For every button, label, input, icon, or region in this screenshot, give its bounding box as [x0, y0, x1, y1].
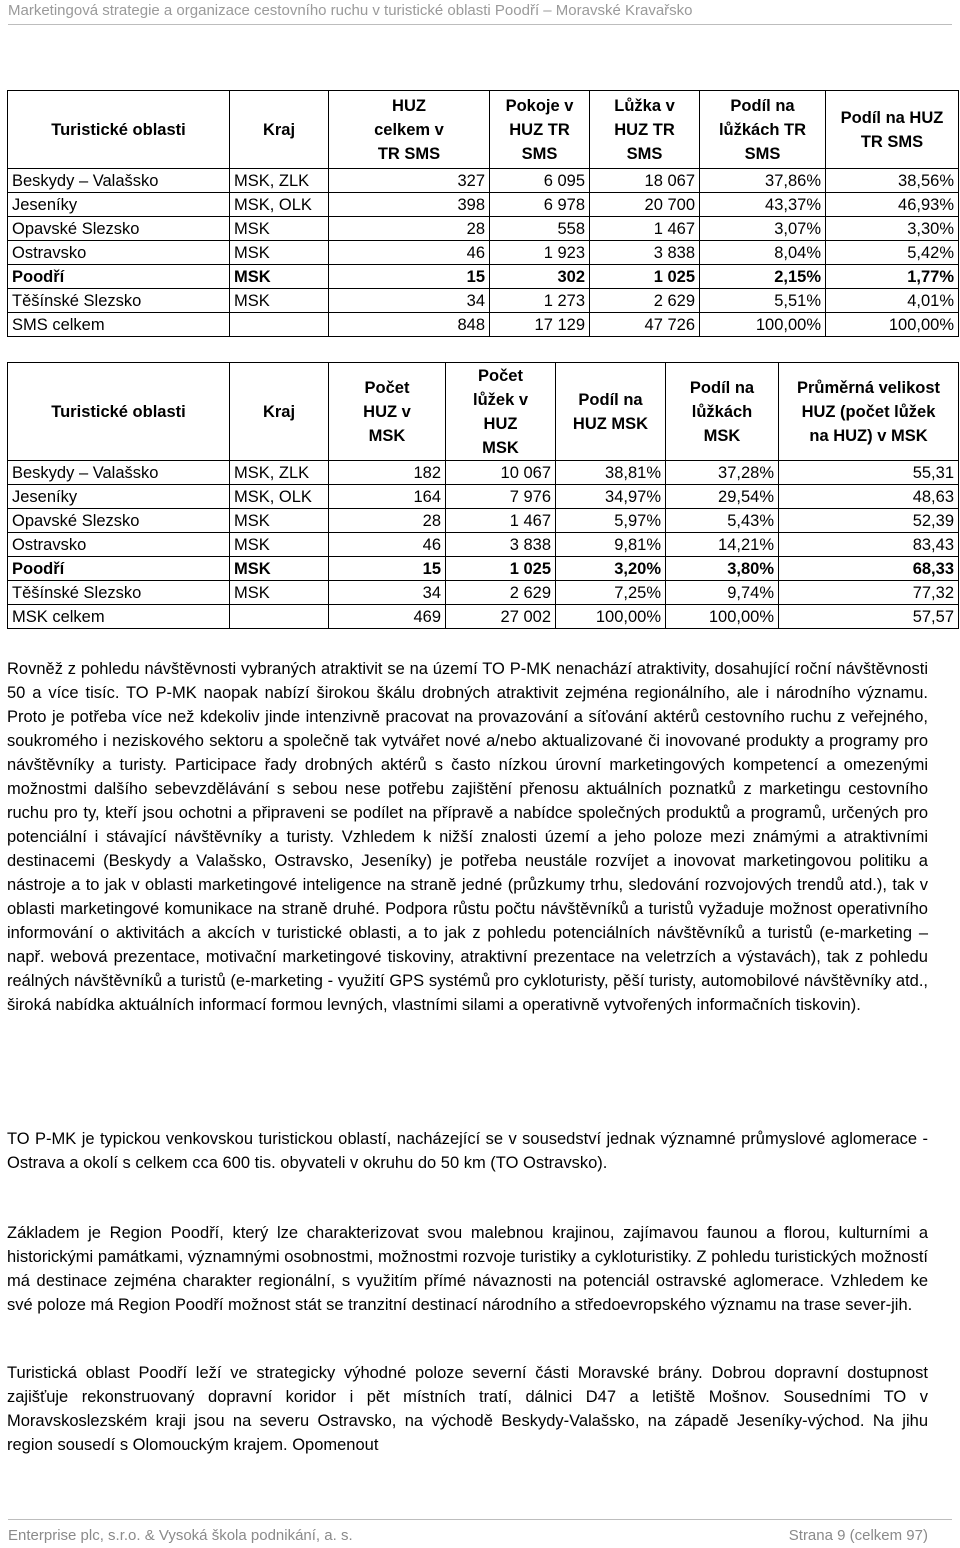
cell-value: 37,28%	[666, 461, 779, 485]
table-total-row	[8, 313, 959, 337]
cell-value: 9,74%	[666, 581, 779, 605]
cell-value: 1 025	[446, 557, 556, 581]
paragraph-text: Turistická oblast Poodří leží ve strategicky výhodné poloze severní části Moravské brány. Dobrou dopravní dostupnost zajišťuje rekonstruovaný dopravní koridor i pět místních tratí, dálnici D47 a letiště Mošnov. Sousedními TO v Moravskoslezském kraji jsou na severu Ostravsko, na východě Beskydy-Valašsko, na západě Jeseníky-východ. Na jihu region sousedí s Olomouckým krajem. Opomenout	[7, 1364, 928, 1454]
cell-value: 5,43%	[666, 509, 779, 533]
cell-value: 15	[329, 265, 490, 289]
column-header: Průměrná velikost HUZ (počet lůžek na HUZ) v MSK	[779, 363, 959, 461]
cell-value: 6 095	[490, 169, 590, 193]
cell-value: 164	[329, 485, 446, 509]
cell-value: 100,00%	[826, 313, 959, 337]
table-header-row	[8, 91, 959, 169]
cell-area: Ostravsko	[8, 533, 230, 557]
cell-value: 469	[329, 605, 446, 629]
paragraph-text: Rovněž z pohledu návštěvnosti vybraných atraktivit se na území TO P-MK nenachází atraktivity, dosahující roční návštěvnosti 50 a více tisíc. TO P-MK naopak nabízí širokou škálu drobných atraktivit zejména regionálního, ale i národního významu. Proto je potřeba více než kdekoliv jinde intenzivně pracovat na provazování a síťování aktérů cestovního ruchu z veřejného, soukromého i neziskového sektoru a společně tak vytvářet nové a/nebo aktualizované či inovované produkty a programy pro návštěvníky a turisty. Participace řady drobných aktérů s často nízkou úrovní marketingových kompetencí a omezenými možnostmi dalšího sebevzdělávání s sebou nese potřebu zajištění přenosu aktuálních poznatků z marketingu cestovního ruchu pro ty, kteří jsou ochotni a připraveni se podílet na přípravě a nabídce společných produktů a programů, určených pro potenciální i stávající návštěvníky a turisty. Vzhledem k nižší znalosti území a jeho poloze mezi známými a atraktivními destinacemi (Beskydy a Valašsko, Ostravsko, Jeseníky) je potřeba neustále rozvíjet a inovovat marketingovou politiku a nástroje a to jak v oblasti marketingové inteligence na straně jedné (průzkumy trhu, sledování rozvojových trendů atd.), tak v oblasti marketingové komunikace na straně druhé. Podpora růstu počtu návštěvníků a turistů vyžaduje možnost operativního informování o aktivitách a akcích v turistické oblasti, a to jak z pohledu potenciálních návštěvníků a turistů (e-marketing – např. webová prezentace, motivační marketingové tiskoviny, atraktivní prezentace na veletrzích a výstavách), tak z pohledu reálných návštěvníků a turistů (e-marketing - využití GPS systémů pro cykloturisty, pěší turisty, automobilové návštěvníky atd., široká nabídka aktuálních informací formou levných, vlastními silami a operativně vytvořených informačních tiskovin).	[7, 660, 928, 1014]
cell-area: Jeseníky	[8, 485, 230, 509]
table-row	[8, 289, 959, 313]
column-header: Turistické oblasti	[8, 91, 230, 169]
cell-value: 100,00%	[556, 605, 666, 629]
cell-value: 1 467	[590, 217, 700, 241]
cell-area: Ostravsko	[8, 241, 230, 265]
cell-value: 18 067	[590, 169, 700, 193]
cell-value: 55,31	[779, 461, 959, 485]
cell-value: 1,77%	[826, 265, 959, 289]
table-row-highlight	[8, 557, 959, 581]
cell-area: Beskydy – Valašsko	[8, 169, 230, 193]
column-header: Kraj	[230, 91, 329, 169]
cell-region	[230, 605, 329, 629]
cell-region: MSK	[230, 217, 329, 241]
cell-value: 3 838	[590, 241, 700, 265]
cell-value: 3,20%	[556, 557, 666, 581]
cell-area: SMS celkem	[8, 313, 230, 337]
cell-value: 34	[329, 581, 446, 605]
cell-value: 100,00%	[700, 313, 826, 337]
cell-value: 8,04%	[700, 241, 826, 265]
cell-value: 15	[329, 557, 446, 581]
cell-value: 29,54%	[666, 485, 779, 509]
column-header: Počet HUZ v MSK	[329, 363, 446, 461]
table-row	[8, 193, 959, 217]
cell-area: Poodří	[8, 557, 230, 581]
paragraph	[7, 657, 928, 1017]
cell-value: 6 978	[490, 193, 590, 217]
cell-value: 1 923	[490, 241, 590, 265]
cell-area: Jeseníky	[8, 193, 230, 217]
cell-region: MSK, ZLK	[230, 169, 329, 193]
cell-value: 3,30%	[826, 217, 959, 241]
cell-value: 27 002	[446, 605, 556, 629]
header-rule	[8, 24, 952, 25]
cell-value: 4,01%	[826, 289, 959, 313]
column-header: Podíl na HUZ MSK	[556, 363, 666, 461]
table-row	[8, 581, 959, 605]
cell-value: 3,07%	[700, 217, 826, 241]
cell-value: 77,32	[779, 581, 959, 605]
cell-region: MSK	[230, 533, 329, 557]
cell-value: 46	[329, 241, 490, 265]
cell-value: 100,00%	[666, 605, 779, 629]
cell-region: MSK	[230, 509, 329, 533]
table-row	[8, 533, 959, 557]
cell-value: 3 838	[446, 533, 556, 557]
cell-region: MSK, ZLK	[230, 461, 329, 485]
column-header: Turistické oblasti	[8, 363, 230, 461]
cell-value: 14,21%	[666, 533, 779, 557]
cell-value: 848	[329, 313, 490, 337]
table-row	[8, 169, 959, 193]
paragraph	[7, 1127, 928, 1175]
paragraph-text: TO P-MK je typickou venkovskou turistickou oblastí, nacházející se v sousedství jednak významné průmyslové aglomerace - Ostrava a okolí s celkem cca 600 tis. obyvateli v okruhu do 50 km (TO Ostravsko).	[7, 1130, 928, 1172]
column-header: Lůžka v HUZ TR SMS	[590, 91, 700, 169]
table-row	[8, 217, 959, 241]
cell-value: 83,43	[779, 533, 959, 557]
cell-value: 5,51%	[700, 289, 826, 313]
cell-value: 7 976	[446, 485, 556, 509]
cell-value: 68,33	[779, 557, 959, 581]
cell-value: 10 067	[446, 461, 556, 485]
cell-value: 34	[329, 289, 490, 313]
column-header: Pokoje v HUZ TR SMS	[490, 91, 590, 169]
table-total-row	[8, 605, 959, 629]
cell-value: 9,81%	[556, 533, 666, 557]
cell-value: 46	[329, 533, 446, 557]
cell-area: Poodří	[8, 265, 230, 289]
table-row	[8, 485, 959, 509]
cell-region: MSK	[230, 289, 329, 313]
cell-value: 2 629	[446, 581, 556, 605]
cell-region: MSK	[230, 241, 329, 265]
cell-value: 43,37%	[700, 193, 826, 217]
cell-value: 38,56%	[826, 169, 959, 193]
cell-area: Opavské Slezsko	[8, 217, 230, 241]
cell-region: MSK	[230, 581, 329, 605]
column-header: HUZ celkem v TR SMS	[329, 91, 490, 169]
column-header: Počet lůžek v HUZ MSK	[446, 363, 556, 461]
cell-region: MSK	[230, 265, 329, 289]
cell-region	[230, 313, 329, 337]
cell-region: MSK, OLK	[230, 193, 329, 217]
cell-value: 5,42%	[826, 241, 959, 265]
cell-value: 34,97%	[556, 485, 666, 509]
paragraph	[7, 1361, 928, 1457]
paragraph	[7, 1221, 928, 1317]
footer-page-number: Strana 9 (celkem 97)	[788, 1527, 928, 1544]
column-header: Podíl na lůžkách TR SMS	[700, 91, 826, 169]
table-row	[8, 509, 959, 533]
accommodation-table-msk	[7, 362, 959, 629]
cell-value: 37,86%	[700, 169, 826, 193]
accommodation-table-sms	[7, 90, 959, 337]
cell-value: 46,93%	[826, 193, 959, 217]
cell-value: 558	[490, 217, 590, 241]
cell-region: MSK	[230, 557, 329, 581]
cell-value: 327	[329, 169, 490, 193]
column-header: Kraj	[230, 363, 329, 461]
cell-area: Opavské Slezsko	[8, 509, 230, 533]
cell-value: 2 629	[590, 289, 700, 313]
cell-value: 398	[329, 193, 490, 217]
cell-value: 1 025	[590, 265, 700, 289]
cell-area: MSK celkem	[8, 605, 230, 629]
table-row	[8, 241, 959, 265]
paragraph-text: Základem je Region Poodří, který lze charakterizovat svou malebnou krajinou, zajímavou faunou a florou, kulturními a historickými památkami, významnými osobnostmi, možnostmi rozvoje turistiky a cykloturistiky. Z pohledu turistických možností má destinace zejména charakter regionální, s využitím přímé návaznosti na potenciál ostravské aglomerace. Vzhledem ke své poloze má Region Poodří možnost stát se tranzitní destinací národního a středoevropského významu na trase sever-jih.	[7, 1224, 928, 1314]
cell-area: Těšínské Slezsko	[8, 581, 230, 605]
cell-value: 28	[329, 217, 490, 241]
cell-value: 5,97%	[556, 509, 666, 533]
cell-value: 302	[490, 265, 590, 289]
cell-value: 20 700	[590, 193, 700, 217]
cell-value: 182	[329, 461, 446, 485]
cell-value: 48,63	[779, 485, 959, 509]
cell-value: 1 467	[446, 509, 556, 533]
cell-value: 3,80%	[666, 557, 779, 581]
table-row	[8, 461, 959, 485]
cell-value: 38,81%	[556, 461, 666, 485]
table-row-highlight	[8, 265, 959, 289]
running-header: Marketingová strategie a organizace cestovního ruchu v turistické oblasti Poodří – Moravské Kravařsko	[8, 2, 693, 19]
footer-rule	[8, 1519, 952, 1520]
cell-area: Těšínské Slezsko	[8, 289, 230, 313]
cell-value: 1 273	[490, 289, 590, 313]
cell-value: 47 726	[590, 313, 700, 337]
table-header-row	[8, 363, 959, 461]
cell-value: 57,57	[779, 605, 959, 629]
footer-publisher: Enterprise plc, s.r.o. & Vysoká škola podnikání, a. s.	[8, 1527, 353, 1544]
cell-value: 28	[329, 509, 446, 533]
cell-area: Beskydy – Valašsko	[8, 461, 230, 485]
cell-value: 2,15%	[700, 265, 826, 289]
cell-value: 17 129	[490, 313, 590, 337]
column-header: Podíl na HUZ TR SMS	[826, 91, 959, 169]
cell-value: 7,25%	[556, 581, 666, 605]
column-header: Podíl na lůžkách MSK	[666, 363, 779, 461]
cell-value: 52,39	[779, 509, 959, 533]
cell-region: MSK, OLK	[230, 485, 329, 509]
